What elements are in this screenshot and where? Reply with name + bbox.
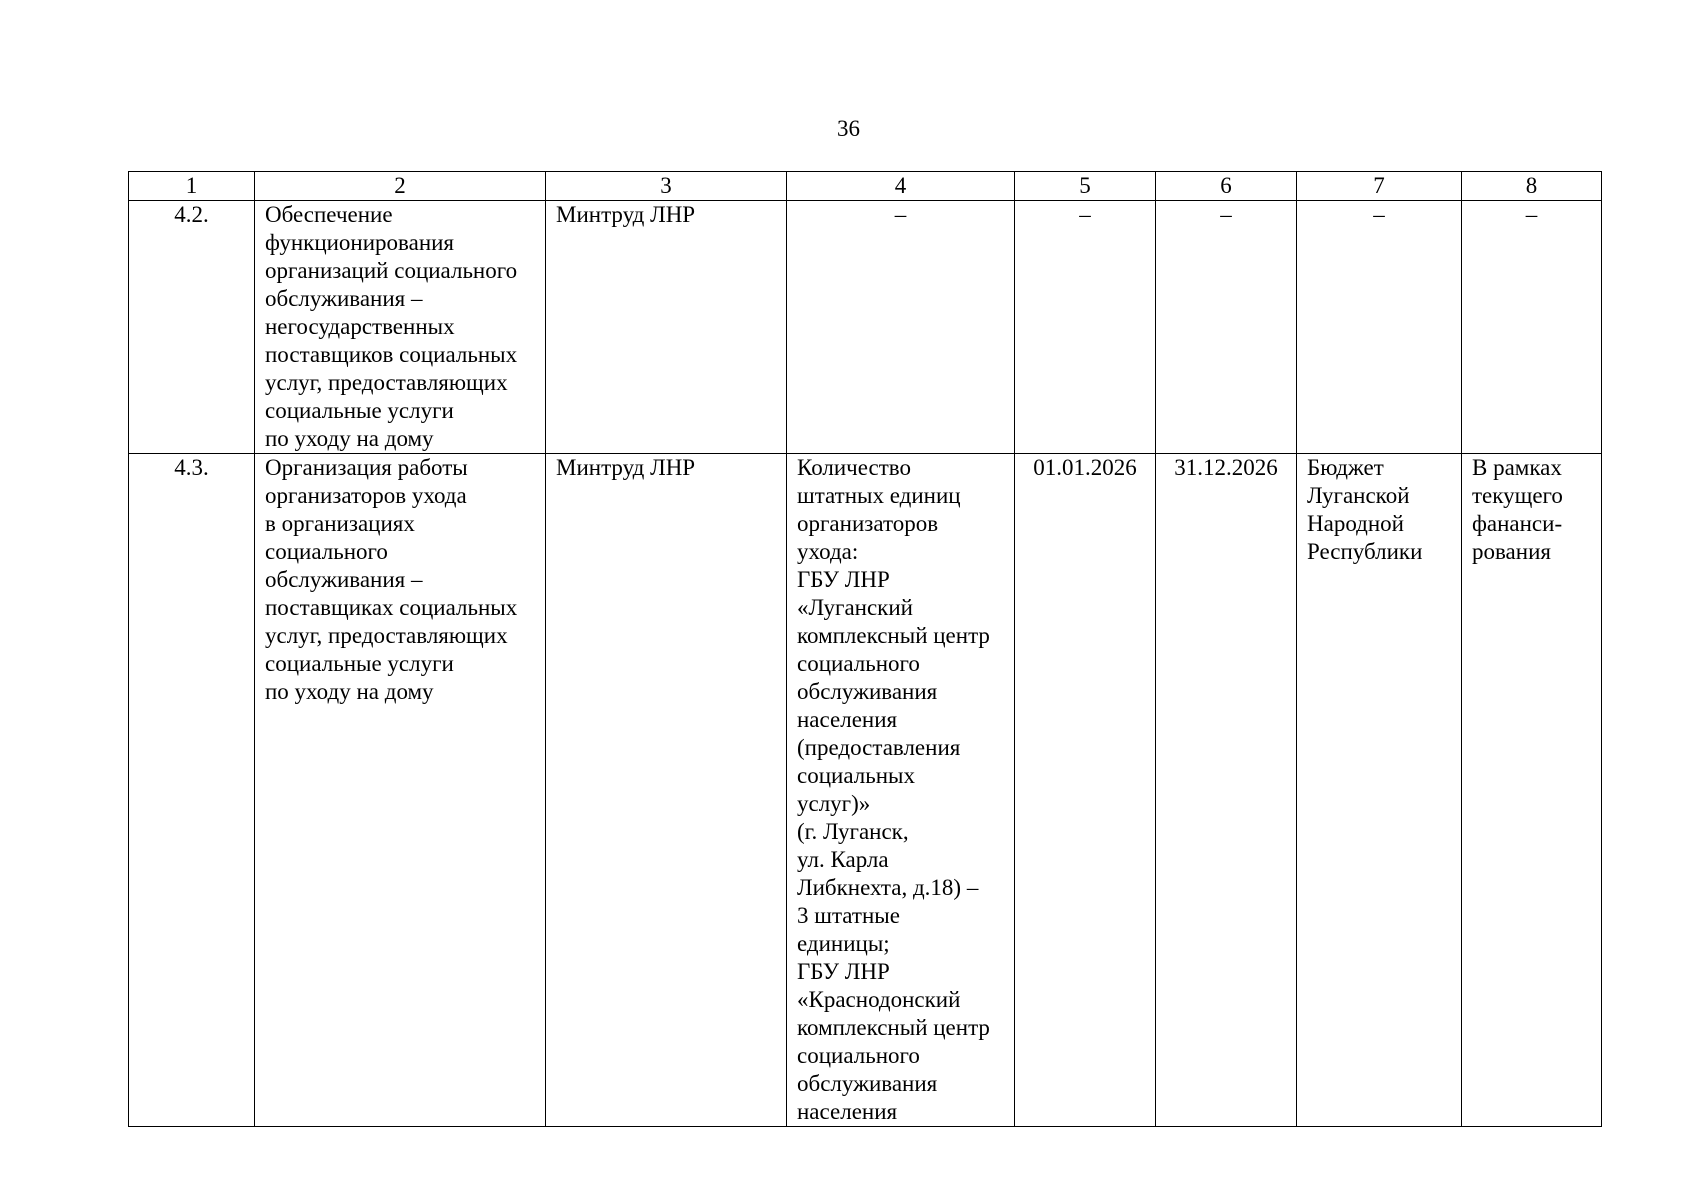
- table-row: [129, 201, 1602, 454]
- funding-source-cell: Бюджет Луганской Народной Республики: [1297, 454, 1462, 1127]
- table-header-row: [129, 172, 1602, 201]
- funding-source-cell: –: [1297, 201, 1462, 454]
- executor-cell: Минтруд ЛНР: [546, 454, 787, 1127]
- end-date-cell: –: [1156, 201, 1297, 454]
- start-date-cell: 01.01.2026: [1015, 454, 1156, 1127]
- column-number-7: 7: [1297, 172, 1462, 201]
- column-number-3: 3: [546, 172, 787, 201]
- row-number-cell: 4.2.: [129, 201, 255, 454]
- financing-cell: В рамках текущего фананси- рования: [1462, 454, 1602, 1127]
- column-number-8: 8: [1462, 172, 1602, 201]
- indicator-cell: –: [787, 201, 1015, 454]
- financing-cell: –: [1462, 201, 1602, 454]
- column-number-1: 1: [129, 172, 255, 201]
- table-row: [129, 454, 1602, 1127]
- row-number-cell: 4.3.: [129, 454, 255, 1127]
- end-date-cell: 31.12.2026: [1156, 454, 1297, 1127]
- page-number: 36: [837, 116, 860, 141]
- activities-table: [128, 171, 1602, 1127]
- indicator-cell: Количество штатных единиц организаторов ухода: ГБУ ЛНР «Луганский комплексный центр социального обслуживания населения (предоставления социальных услуг)» (г. Луганск, ул. Карла Либкнехта, д.18) – 3 штатные единицы; ГБУ ЛНР «Краснодонский комплексный центр социального обслуживания населения: [787, 454, 1015, 1127]
- column-number-6: 6: [1156, 172, 1297, 201]
- start-date-cell: –: [1015, 201, 1156, 454]
- column-number-4: 4: [787, 172, 1015, 201]
- event-cell: Обеспечение функционирования организаций социального обслуживания – негосударственных поставщиков социальных услуг, предоставляющих социальные услуги по уходу на дому: [255, 201, 546, 454]
- event-cell: Организация работы организаторов ухода в организациях социального обслуживания – поставщиках социальных услуг, предоставляющих социальные услуги по уходу на дому: [255, 454, 546, 1127]
- executor-cell: Минтруд ЛНР: [546, 201, 787, 454]
- column-number-5: 5: [1015, 172, 1156, 201]
- column-number-2: 2: [255, 172, 546, 201]
